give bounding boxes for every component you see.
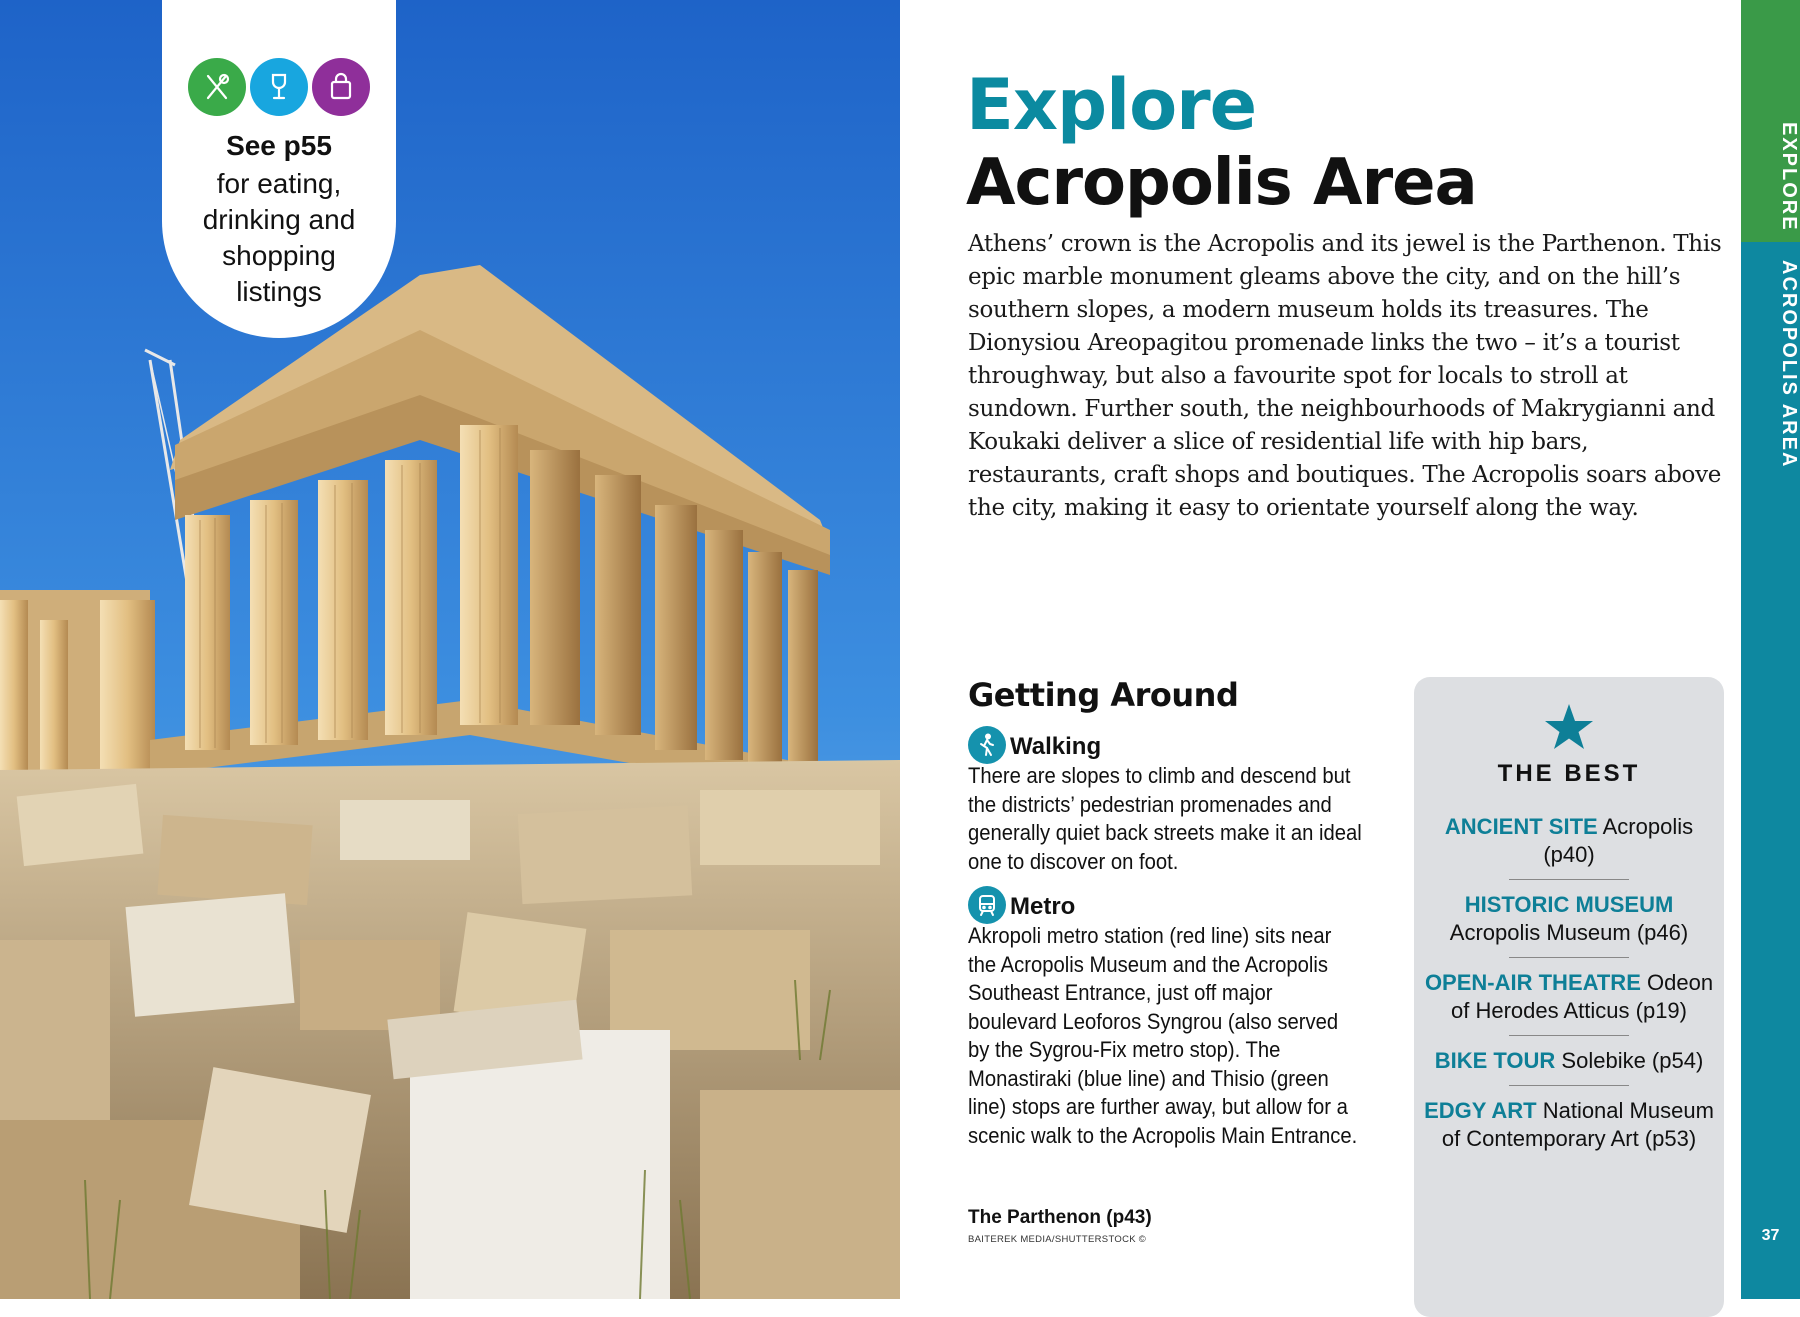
fork-knife-icon: [188, 58, 246, 116]
best-item[interactable]: [1424, 891, 1714, 947]
shopping-bag-icon: [312, 58, 370, 116]
divider: [1509, 1035, 1629, 1036]
see-listings-bubble: [162, 0, 396, 338]
best-item[interactable]: [1424, 813, 1714, 869]
the-best-box: [1414, 677, 1724, 1317]
best-item-category: ANCIENT SITE: [1444, 814, 1598, 839]
see-listings-text: for eating, drinking and shopping listings: [202, 168, 356, 307]
see-page-reference[interactable]: See p55: [226, 130, 332, 161]
walking-text: There are slopes to climb and descend but the districts’ pedestrian promenades and generally quiet back streets make it an ideal one to discover on foot.: [968, 763, 1362, 874]
divider: [1509, 957, 1629, 958]
metro-text: Akropoli metro station (red line) sits near the Acropolis Museum and the Acropolis Southeast Entrance, just off major boulevard Leoforos Syngrou (also served by the Sygrou-Fix metro stop). The Monastiraki (blue line) and Thisio (green line) stops are further away, but allow for a scenic walk to the Acropolis Main Entrance.: [968, 923, 1358, 1148]
best-item-category: EDGY ART: [1424, 1098, 1537, 1123]
star-icon: [1544, 703, 1594, 751]
best-item-category: BIKE TOUR: [1434, 1048, 1556, 1073]
metro-label: Metro: [1010, 893, 1076, 920]
side-tab-area-label: ACROPOLIS AREA: [1778, 260, 1800, 469]
best-item-category: OPEN-AIR THEATRE: [1424, 970, 1641, 995]
intro-paragraph: Athens’ crown is the Acropolis and its jewel is the Parthenon. This epic marble monument gleams above the city, and on the hill’s southern slopes, a modern museum holds its treasures. The Dionysiou Areopagitou promenade links the two – it’s a tourist throughway, but also a favourite spot for locals to stroll at sundown. Further south, the neighbourhoods of Makrygianni and Koukaki deliver a slice of residential life with hip bars, restaurants, craft shops and boutiques. The Acropolis soars above the city, making it easy to orientate yourself along the way.: [968, 231, 1722, 521]
getting-around-heading: Getting Around: [968, 676, 1239, 714]
side-tab: [1741, 0, 1800, 1299]
section-kicker: Explore: [966, 64, 1257, 146]
walking-label: Walking: [1010, 733, 1102, 760]
side-tab-explore-label: EXPLORE: [1778, 122, 1800, 232]
parthenon-illustration: [0, 0, 900, 1299]
wine-glass-icon: [250, 58, 308, 116]
best-item[interactable]: [1424, 1047, 1714, 1075]
metro-train-icon: [968, 886, 1006, 924]
best-item-category: HISTORIC MUSEUM: [1464, 892, 1674, 917]
page-number: 37: [1761, 1227, 1780, 1244]
best-item-text: National Museum of Contemporary Art (p53): [1441, 1098, 1714, 1151]
page-title: Acropolis Area: [966, 146, 1477, 220]
best-item[interactable]: [1424, 1097, 1714, 1153]
best-item-text: Solebike (p54): [1561, 1048, 1704, 1073]
divider: [1509, 1085, 1629, 1086]
the-best-heading: THE BEST: [1497, 760, 1641, 787]
best-item-text: Odeon of Herodes Atticus (p19): [1450, 970, 1714, 1023]
photo-credit: BAITEREK MEDIA/SHUTTERSTOCK ©: [968, 1234, 1147, 1245]
parthenon-photo: [0, 0, 900, 1299]
best-item-text: Acropolis (p40): [1543, 814, 1694, 867]
best-item-text: Acropolis Museum (p46): [1449, 920, 1689, 945]
photo-caption[interactable]: The Parthenon (p43): [968, 1207, 1152, 1228]
walking-person-icon: [968, 726, 1006, 764]
best-item[interactable]: [1424, 969, 1714, 1025]
divider: [1509, 879, 1629, 880]
